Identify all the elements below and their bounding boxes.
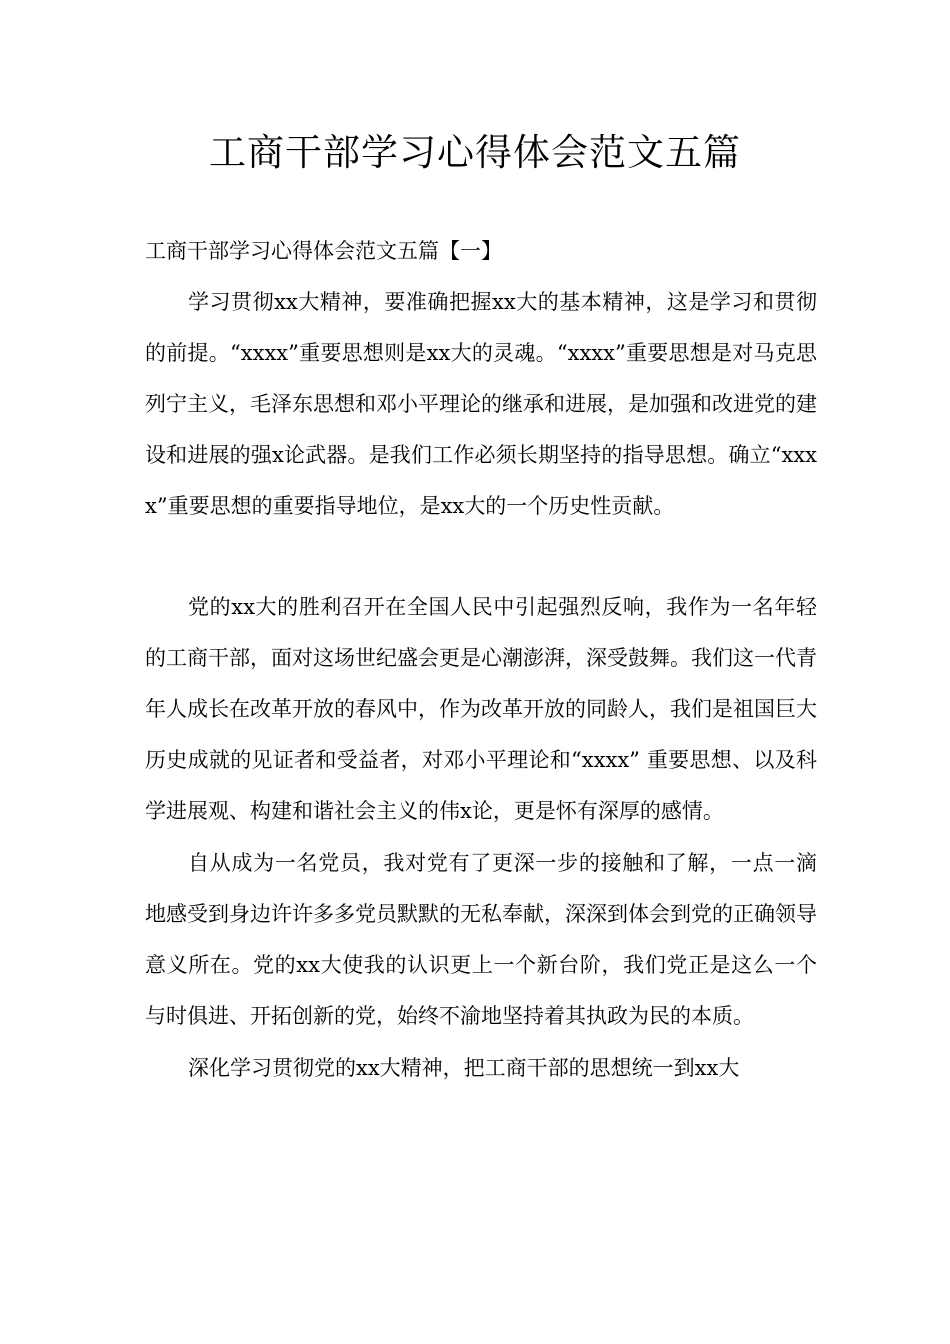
section-heading: 工商干部学习心得体会范文五篇【一】 — [145, 239, 502, 263]
paragraph-1: 学习贯彻xx大精神，要准确把握xx大的基本精神，这是学习和贯彻的前提。“xxxx”重要思想则是xx大的灵魂。“xxxx”重要思想是对马克思列宁主义，毛泽东思想和邓小平理论的继承和进展，是加强和改进党的建设和进展的强x论武器。是我们工作必须长期坚持的指导思想。确立“xxxx”重要思想的重要指导地位，是xx大的一个历史性贡献。 — [145, 290, 817, 518]
document-body — [145, 232, 817, 1095]
paragraph-4: 深化学习贯彻党的xx大精神，把工商干部的思想统一到xx大 — [188, 1056, 740, 1080]
paragraph-2: 党的xx大的胜利召开在全国人民中引起强烈反响，我作为一名年轻的工商干部，面对这场世纪盛会更是心潮澎湃，深受鼓舞。我们这一代青年人成长在改革开放的春风中，作为改革开放的同龄人，我们是祖国巨大历史成就的见证者和受益者，对邓小平理论和“xxxx” 重要思想、以及科学进展观、构建和谐社会主义的伟x论，更是怀有深厚的感情。 — [145, 595, 817, 823]
paragraph-3: 自从成为一名党员，我对党有了更深一步的接触和了解，一点一滴地感受到身边许许多多党员默默的无私奉献，深深到体会到党的正确领导意义所在。党的xx大使我的认识更上一个新台阶，我们党正是这么一个与时俱进、开拓创新的党，始终不渝地坚持着其执政为民的本质。 — [145, 851, 817, 1028]
document-title: 工商干部学习心得体会范文五篇 — [209, 131, 741, 174]
